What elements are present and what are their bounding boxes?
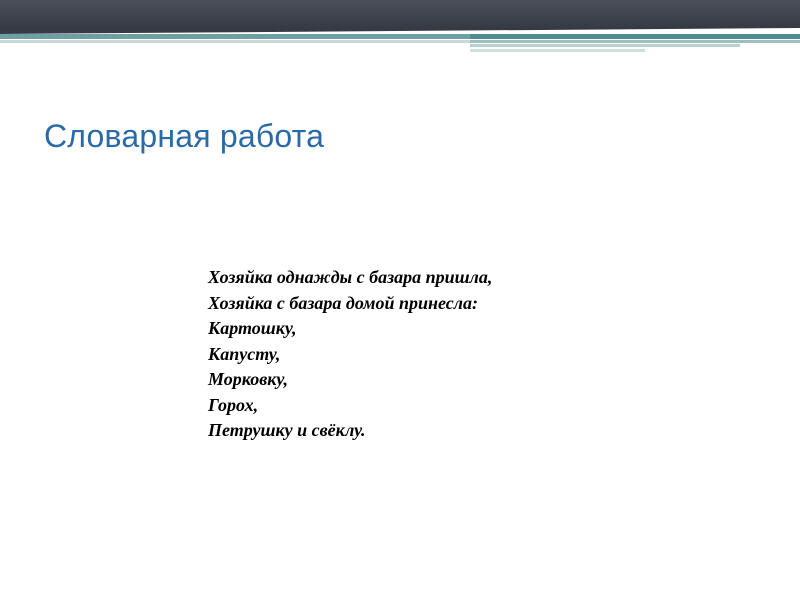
poem-line: Капусту,	[208, 343, 281, 364]
poem-line: Морковку,	[208, 369, 288, 389]
accent-stripe	[470, 44, 740, 47]
accent-stripe	[470, 34, 800, 39]
poem-line: Хозяйка с базара домой принесла:	[208, 292, 478, 313]
accent-stripe	[0, 40, 470, 43]
accent-stripe	[0, 34, 470, 39]
poem-line: Картошку,	[208, 318, 297, 338]
header-band	[0, 0, 800, 28]
poem-line: Горох,	[208, 394, 259, 415]
poem-text	[208, 265, 492, 444]
accent-stripe	[470, 40, 800, 43]
accent-stripe	[470, 49, 645, 52]
poem-line: Хозяйка однажды с базара пришла,	[208, 267, 493, 287]
slide-title: Словарная работа	[44, 118, 325, 154]
poem-line: Петрушку и свёклу.	[208, 420, 366, 440]
